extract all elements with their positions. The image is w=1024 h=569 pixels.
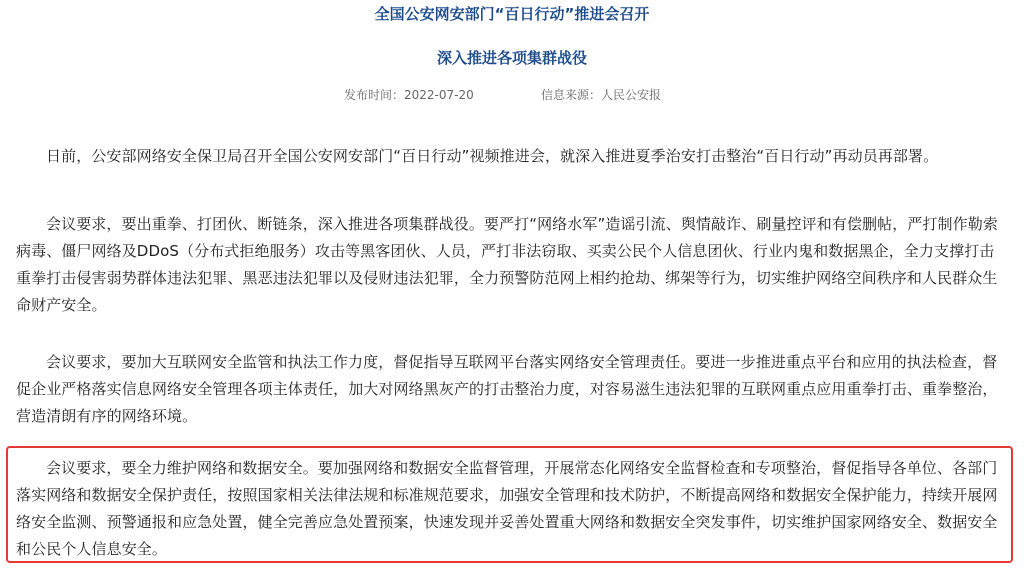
article-title: 全国公安网安部门“百日行动”推进会召开 <box>374 5 650 23</box>
info-source: 信息来源：人民公安报 <box>541 88 662 102</box>
publish-time: 发布时间：2022-07-20 <box>344 88 474 102</box>
paragraph-1: 日前，公安部网络安全保卫局召开全国公安网安部门“百日行动”视频推进会，就深入推进夏季治安打击整治“百日行动”再动员再部署。 <box>46 147 939 165</box>
paragraph-2: 会议要求，要出重拳、打团伙、断链条，深入推进各项集群战役。要严打“网络水军”造谣引流、舆情敲诈、刷量控评和有偿删帖，严打制作勒索病毒、僵尸网络及DDoS（分布式拒绝服务）攻击等黑客团伙、人员，严打非法窃取、买卖公民个人信息团伙、行业内鬼和数据黑企，全力支撑打击重拳打击侵害弱势群体违法犯罪、黑恶违法犯罪以及侵财违法犯罪，全力预警防范网上相约抢劫、绑架等行为，切实维护网络空间秩序和人民群众生命财产安全。 <box>16 215 998 314</box>
article-subtitle: 深入推进各项集群战役 <box>436 49 587 67</box>
paragraph-3: 会议要求，要加大互联网安全监管和执法工作力度，督促指导互联网平台落实网络安全管理责任。要进一步推进重点平台和应用的执法检查，督促企业严格落实信息网络安全管理各项主体责任，加大对网络黑灰产的打击整治力度，对容易滋生违法犯罪的互联网重点应用重拳打击、重拳整治，营造清朗有序的网络环境。 <box>16 353 998 425</box>
article-meta <box>0 86 1024 104</box>
highlight-box <box>6 446 1013 563</box>
paragraph-4: 会议要求，要全力维护网络和数据安全。要加强网络和数据安全监督管理，开展常态化网络安全监督检查和专项整治，督促指导各单位、各部门落实网络和数据安全保护责任，按照国家相关法律法规和标准规范要求，加强安全管理和技术防护，不断提高网络和数据安全保护能力，持续开展网络安全监测、预警通报和应急处置，健全完善应急处置预案，快速发现并妥善处置重大网络和数据安全突发事件，切实维护国家网络安全、数据安全和公民个人信息安全。 <box>16 459 998 558</box>
